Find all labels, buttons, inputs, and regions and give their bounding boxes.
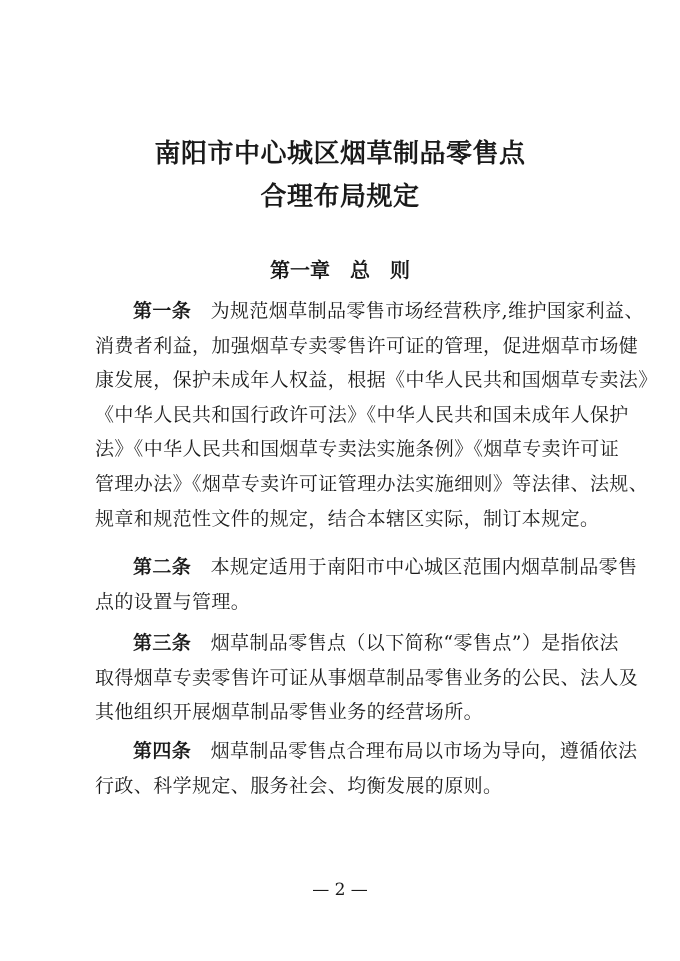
article-4 [95,738,638,807]
article-3 [95,630,639,734]
article-label: 第三条 [133,632,192,654]
article-line: 消费者利益，加强烟草专卖零售许可证的管理，促进烟草市场健 [95,334,639,357]
article-line [95,298,644,333]
article-line: 规章和规范性文件的规定，结合本辖区实际，制订本规定。 [95,507,600,530]
article-text: 本规定适用于南阳市中心城区范围内烟草制品零售 [210,556,638,578]
article-line: 其他组织开展烟草制品零售业务的经营场所。 [95,701,484,724]
article-text: 为规范烟草制品零售市场经营秩序,维护国家利益、 [210,300,644,322]
article-line: 《中华人民共和国行政许可法》《中华人民共和国未成年人保护 [95,403,629,426]
article-text: 烟草制品零售点（以下简称“零售点”）是指依法 [210,632,619,654]
article-label: 第四条 [133,740,192,762]
article-line: 点的设置与管理。 [95,590,251,613]
article-line [95,630,619,665]
article-line: 行政、科学规定、服务社会、均衡发展的原则。 [95,774,503,797]
article-line: 法》《中华人民共和国烟草专卖法实施条例》《烟草专卖许可证 [95,438,620,461]
article-1 [95,298,658,540]
article-text: 烟草制品零售点合理布局以市场为导向，遵循依法 [210,740,638,762]
page-number: — 2 — [312,880,368,900]
article-line: 康发展，保护未成年人权益，根据《中华人民共和国烟草专卖法》 [95,369,658,392]
document-title-line-2: 合理布局规定 [260,182,420,212]
article-line: 管理办法》《烟草专卖许可证管理办法实施细则》等法律、法规、 [95,472,649,495]
article-2 [95,554,638,623]
article-label: 第二条 [133,556,192,578]
article-line: 取得烟草专卖零售许可证从事烟草制品零售业务的公民、法人及 [95,666,639,689]
document-title-line-1: 南阳市中心城区烟草制品零售点 [154,139,526,169]
article-label: 第一条 [133,300,192,322]
article-line [95,738,638,773]
article-line [95,554,638,589]
chapter-heading: 第一章 总 则 [270,258,410,282]
